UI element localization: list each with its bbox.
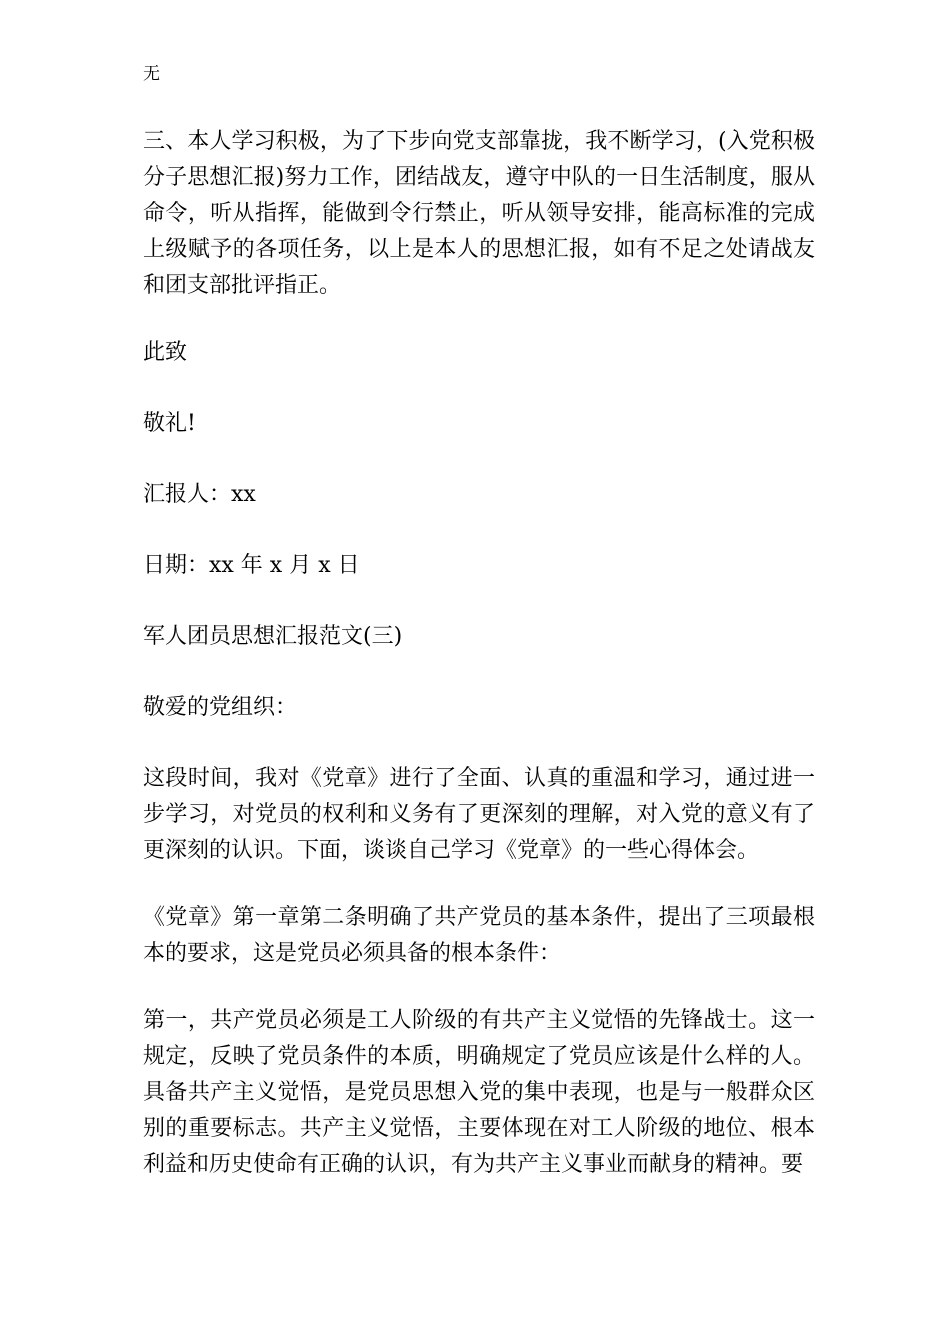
section-title: 军人团员思想汇报范文(三) — [143, 624, 403, 649]
closing-salutation: 此致 — [143, 340, 188, 365]
paragraph-intro: 这段时间，我对《党章》进行了全面、认真的重温和学习，通过进一步学习，对党员的权利和义务有了更深刻的理解，对入党的意义有了更深刻的认识。下面，谈谈自己学习《党章》的一些心得体会。 — [143, 766, 815, 863]
page-header-text: 无 — [143, 64, 160, 84]
paragraph-study-summary: 三、本人学习积极，为了下步向党支部靠拢，我不断学习，(入党积极分子思想汇报)努力工作，团结战友，遵守中队的一日生活制度，服从命令，听从指挥，能做到令行禁止，听从领导安排，能高标准的完成上级赋予的各项任务，以上是本人的思想汇报，如有不足之处请战友和团支部批评指正。 — [143, 129, 815, 298]
reporter-line: 汇报人：xx — [143, 482, 256, 507]
document-body — [143, 124, 815, 1214]
closing-respect: 敬礼! — [143, 411, 196, 436]
greeting-line: 敬爱的党组织： — [143, 695, 298, 720]
paragraph-first-requirement: 第一，共产党员必须是工人阶级的有共产主义觉悟的先锋战士。这一规定，反映了党员条件的本质，明确规定了党员应该是什么样的人。具备共产主义觉悟，是党员思想入党的集中表现，也是与一般群众区别的重要标志。共产主义觉悟，主要体现在对工人阶级的地位、根本利益和历史使命有正确的认识，有为共产主义事业而献身的精神。要 — [143, 1008, 815, 1177]
paragraph-party-constitution: 《党章》第一章第二条明确了共产党员的基本条件，提出了三项最根本的要求，这是党员必须具备的根本条件： — [143, 905, 815, 966]
date-line: 日期：xx 年 x 月 x 日 — [143, 553, 360, 578]
